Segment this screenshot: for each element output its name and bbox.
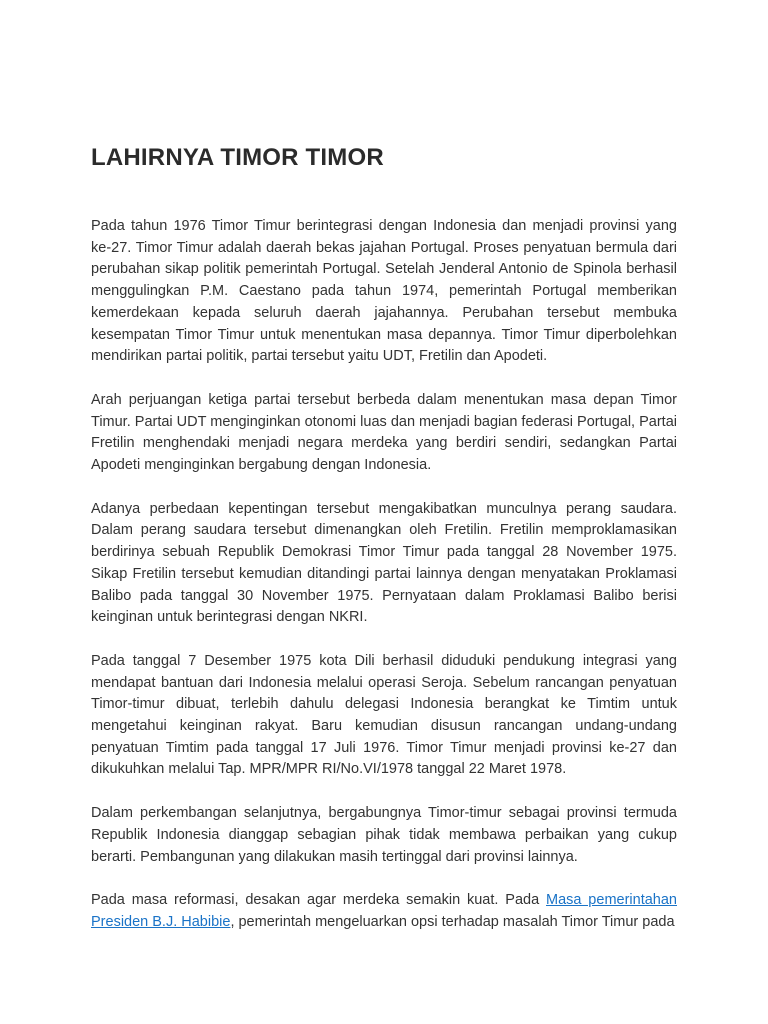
article-paragraph-1: Pada tahun 1976 Timor Timur berintegrasi dengan Indonesia dan menjadi provinsi yang ke-27. Timor Timur adalah daerah bekas jajahan Portugal. Proses penyatuan bermula dari perubahan sikap politik pemerintah Portugal. Setelah Jenderal Antonio de Spinola berhasil menggulingkan P.M. Caestano pada tahun 1974, pemerintah Portugal memberikan kemerdekaan kepada seluruh daerah jajahannya. Perubahan tersebut membuka kesempatan Timor Timur untuk menentukan masa depannya. Timor Timur diperbolehkan mendirikan partai politik, partai tersebut yaitu UDT, Fretilin dan Apodeti. xyxy=(91,218,677,365)
article-title: LAHIRNYA TIMOR TIMOR xyxy=(91,144,384,171)
article-paragraph-5: Dalam perkembangan selanjutnya, bergabungnya Timor-timur sebagai provinsi termuda Republik Indonesia dianggap sebagian pihak tidak membawa perbaikan yang cukup berarti. Pembangunan yang dilakukan masih tertinggal dari provinsi lainnya. xyxy=(91,805,677,865)
article-paragraph-3: Adanya perbedaan kepentingan tersebut mengakibatkan munculnya perang saudara. Dalam perang saudara tersebut dimenangkan oleh Fretilin. Fretilin memproklamasikan berdirinya sebuah Republik Demokrasi Timor Timur pada tanggal 28 November 1975. Sikap Fretilin tersebut kemudian ditandingi partai lainnya dengan menyatakan Proklamasi Balibo pada tanggal 30 November 1975. Pernyataan dalam Proklamasi Balibo berisi keinginan untuk berintegrasi dengan NKRI. xyxy=(91,500,677,626)
paragraph-6-text-before: Pada masa reformasi, desakan agar merdeka semakin kuat. Pada xyxy=(91,892,546,909)
habibie-era-link[interactable]: Masa pemerintahan Presiden B.J. Habibie xyxy=(91,892,677,930)
article-paragraph-6 xyxy=(91,890,677,933)
article-paragraph-2: Arah perjuangan ketiga partai tersebut berbeda dalam menentukan masa depan Timor Timur. Partai UDT menginginkan otonomi luas dan menjadi bagian federasi Portugal, Partai Fretilin menghendaki menjadi negara merdeka yang berdiri sendiri, sedangkan Partai Apodeti menginginkan bergabung dengan Indonesia. xyxy=(91,391,677,474)
paragraph-6-text-after: , pemerintah mengeluarkan opsi terhadap masalah Timor Timur pada xyxy=(230,913,675,930)
article-paragraph-4: Pada tanggal 7 Desember 1975 kota Dili berhasil diduduki pendukung integrasi yang mendapat bantuan dari Indonesia melalui operasi Seroja. Sebelum rancangan penyatuan Timor-timur dibuat, terlebih dahulu delegasi Indonesia berangkat ke Timtim untuk mengetahui keinginan rakyat. Baru kemudian disusun rancangan undang-undang penyatuan Timtim pada tanggal 17 Juli 1976. Timor Timur menjadi provinsi ke-27 dan dikukuhkan melalui Tap. MPR/MPR RI/No.VI/1978 tanggal 22 Maret 1978. xyxy=(91,652,677,778)
article-container xyxy=(91,140,677,956)
